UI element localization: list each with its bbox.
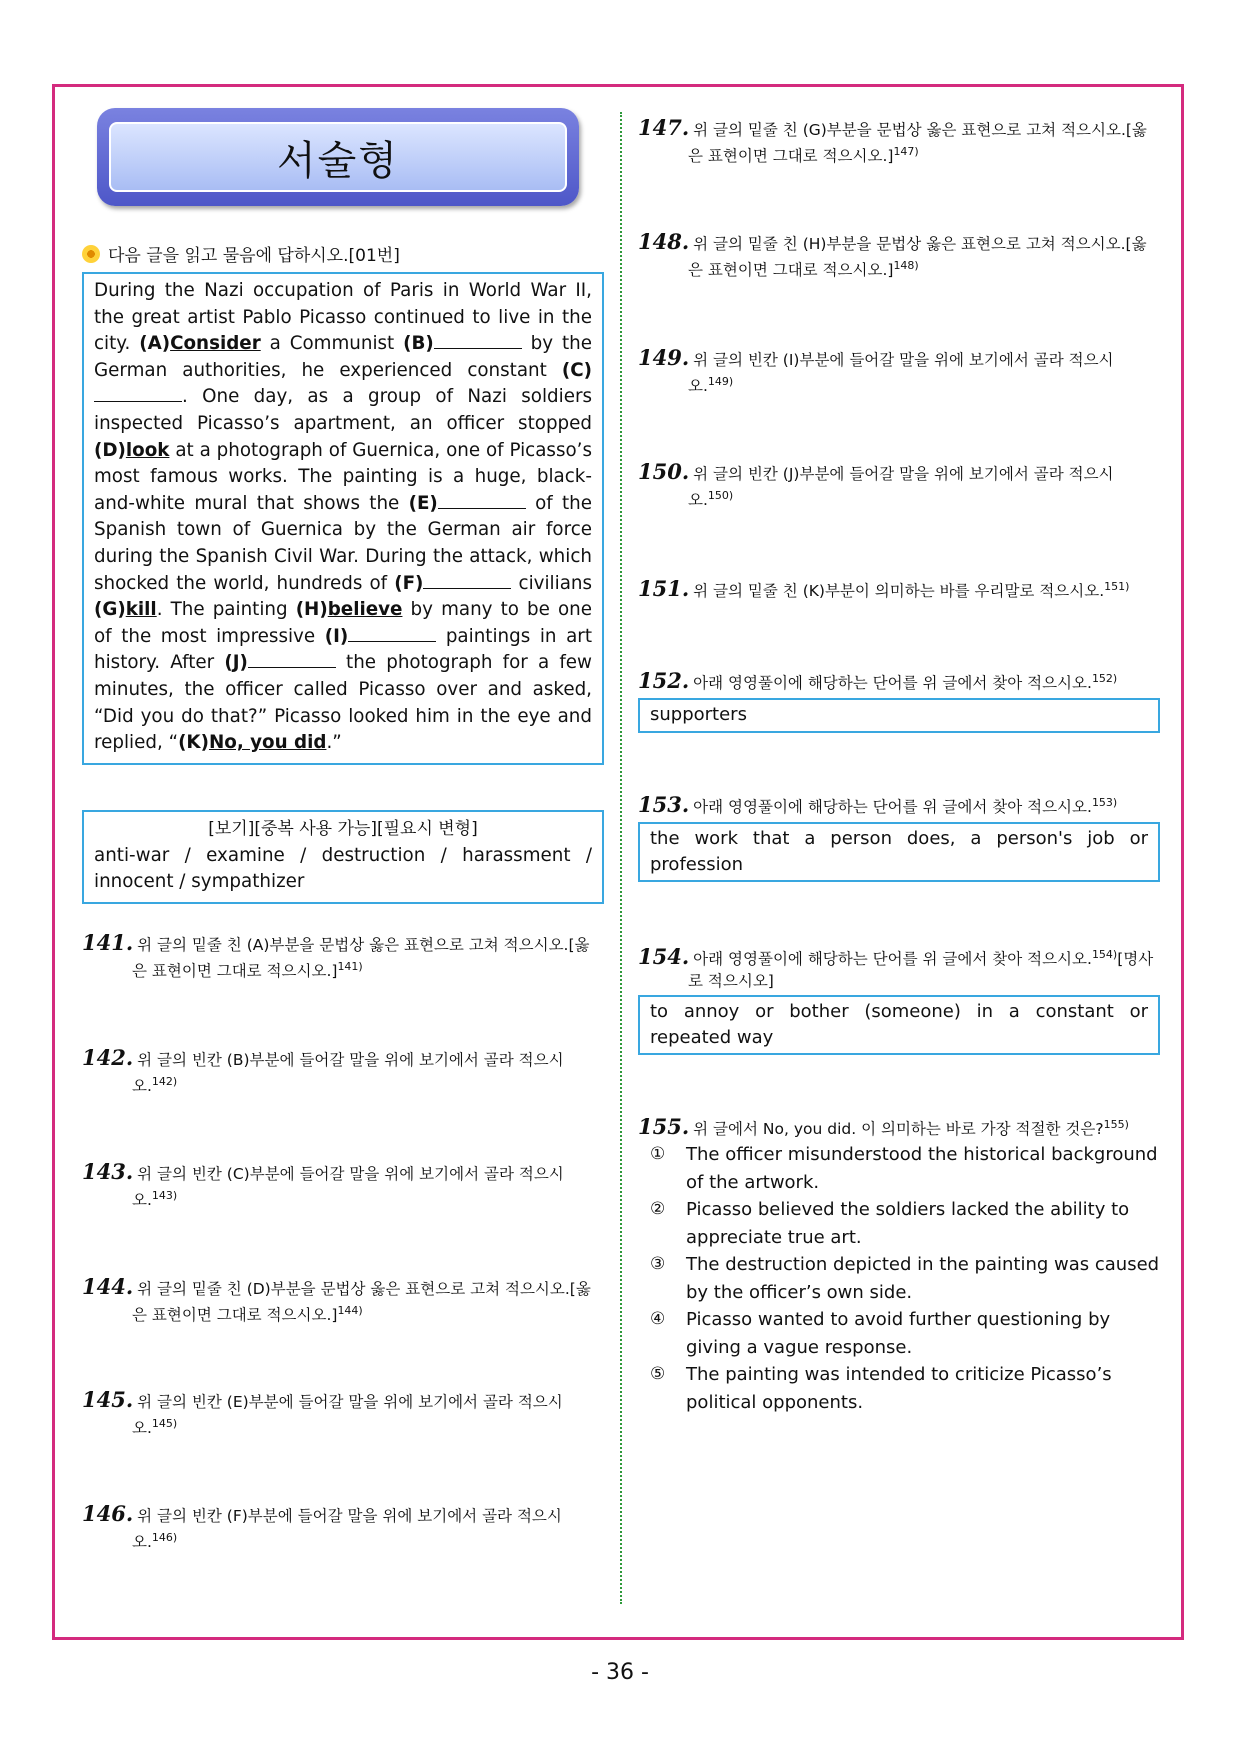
option-1: ① The officer misunderstood the historical background of the artwork. — [650, 1144, 1158, 1193]
word-bank-box — [82, 810, 604, 904]
blank-j — [248, 650, 336, 668]
blank-c — [94, 384, 182, 402]
option-5: ⑤ The painting was intended to criticize Picasso’s political opponents. — [650, 1364, 1112, 1413]
question-146: 146. 위 글의 빈칸 (F)부분에 들어갈 말을 위에 보기에서 골라 적으시 오.$^{146)}$ — [82, 1501, 562, 1552]
question-143: 143. 위 글의 빈칸 (C)부분에 들어갈 말을 위에 보기에서 골라 적으시 오.$^{143)}$ — [82, 1159, 564, 1210]
blank-e — [438, 491, 526, 509]
word-bank-heading: [보기][중복 사용 가능][필요시 변형] — [208, 819, 478, 839]
option-2: ② Picasso believed the soldiers lacked the ability to appreciate true art. — [650, 1199, 1130, 1248]
instruction: 다음 글을 읽고 물음에 답하시오.[01번] — [82, 241, 400, 266]
option-4: ④ Picasso wanted to avoid further questioning by giving a vague response. — [650, 1309, 1111, 1358]
blank-f — [423, 571, 511, 589]
question-142: 142. 위 글의 빈칸 (B)부분에 들어갈 말을 위에 보기에서 골라 적으시 오.$^{142)}$ — [82, 1045, 564, 1096]
blank-b — [434, 331, 522, 349]
question-150: 150. 위 글의 빈칸 (J)부분에 들어갈 말을 위에 보기에서 골라 적으시 오.$^{150)}$ — [638, 459, 1114, 510]
question-145: 145. 위 글의 빈칸 (E)부분에 들어갈 말을 위에 보기에서 골라 적으시 오.$^{145)}$ — [82, 1387, 563, 1438]
section-title-banner — [97, 108, 579, 206]
question-149: 149. 위 글의 빈칸 (I)부분에 들어갈 말을 위에 보기에서 골라 적으시 오.$^{149)}$ — [638, 345, 1114, 396]
page-number: - 36 - — [591, 1660, 649, 1685]
question-154: 154. 아래 영영풀이에 해당하는 단어를 위 글에서 찾아 적으시오.$^{154)}$[명사 로 적으시오] — [638, 944, 1154, 991]
definition-box-154: to annoy or bother (someone) in a constant or repeated way — [638, 995, 1160, 1055]
question-152: 152. 아래 영영풀이에 해당하는 단어를 위 글에서 찾아 적으시오.$^{152)}$ — [638, 668, 1118, 694]
question-153: 153. 아래 영영풀이에 해당하는 단어를 위 글에서 찾아 적으시오.$^{153)}$ — [638, 792, 1118, 818]
option-3: ③ The destruction depicted in the painting was caused by the officer’s own side. — [650, 1254, 1160, 1303]
flower-icon — [82, 245, 100, 263]
passage-box: During the Nazi occupation of Paris in World War II, the great artist Pablo Picasso continued to live in the city. (A)Consider a Communist (B) by the German authorities, he experienced constant (C). One day, as a group of Nazi soldiers inspected Picasso’s apartment, an officer stopped (D)look at a photograph of Guernica, one of Picasso’s most famous works. The painting is a huge, black-and-white mural that shows the (E) of the Spanish town of Guernica by the German air force during the Spanish Civil War. During the attack, which shocked the world, hundreds of (F) civilians (G)kill. The painting (H)believe by many to be one of the most impressive (I) paintings in art history. After (J) the photograph for a few minutes, the officer called Picasso over and asked, “Did you do that?” Picasso looked him in the eye and replied, “(K)No, you did.” — [82, 272, 604, 765]
question-155: 155. 위 글에서 No, you did. 이 의미하는 바로 가장 적절한 것은?$^{155)}$ — [638, 1114, 1129, 1140]
question-144: 144. 위 글의 밑줄 친 (D)부분을 문법상 옳은 표현으로 고쳐 적으시오.[옳 은 표현이면 그대로 적으시오.]$^{144)}$ — [82, 1274, 591, 1325]
question-141: 141. 위 글의 밑줄 친 (A)부분을 문법상 옳은 표현으로 고쳐 적으시오.[옳 은 표현이면 그대로 적으시오.]$^{141)}$ — [82, 930, 590, 981]
definition-box-152: supporters — [638, 698, 1160, 733]
definition-box-153: the work that a person does, a person's job or profession — [638, 822, 1160, 882]
word-bank-words: anti-war / examine / destruction / harassment / innocent / sympathizer — [94, 844, 592, 893]
answer-options — [650, 1141, 1160, 1416]
question-147: 147. 위 글의 밑줄 친 (G)부분을 문법상 옳은 표현으로 고쳐 적으시오.[옳 은 표현이면 그대로 적으시오.]$^{147)}$ — [638, 115, 1147, 166]
question-151: 151. 위 글의 밑줄 친 (K)부분이 의미하는 바를 우리말로 적으시오.$^{151)}$ — [638, 576, 1130, 602]
question-148: 148. 위 글의 밑줄 친 (H)부분을 문법상 옳은 표현으로 고쳐 적으시오.[옳 은 표현이면 그대로 적으시오.]$^{148)}$ — [638, 229, 1147, 280]
column-divider — [620, 112, 622, 1604]
blank-i — [348, 624, 436, 642]
section-title: 서술형 — [277, 137, 399, 184]
